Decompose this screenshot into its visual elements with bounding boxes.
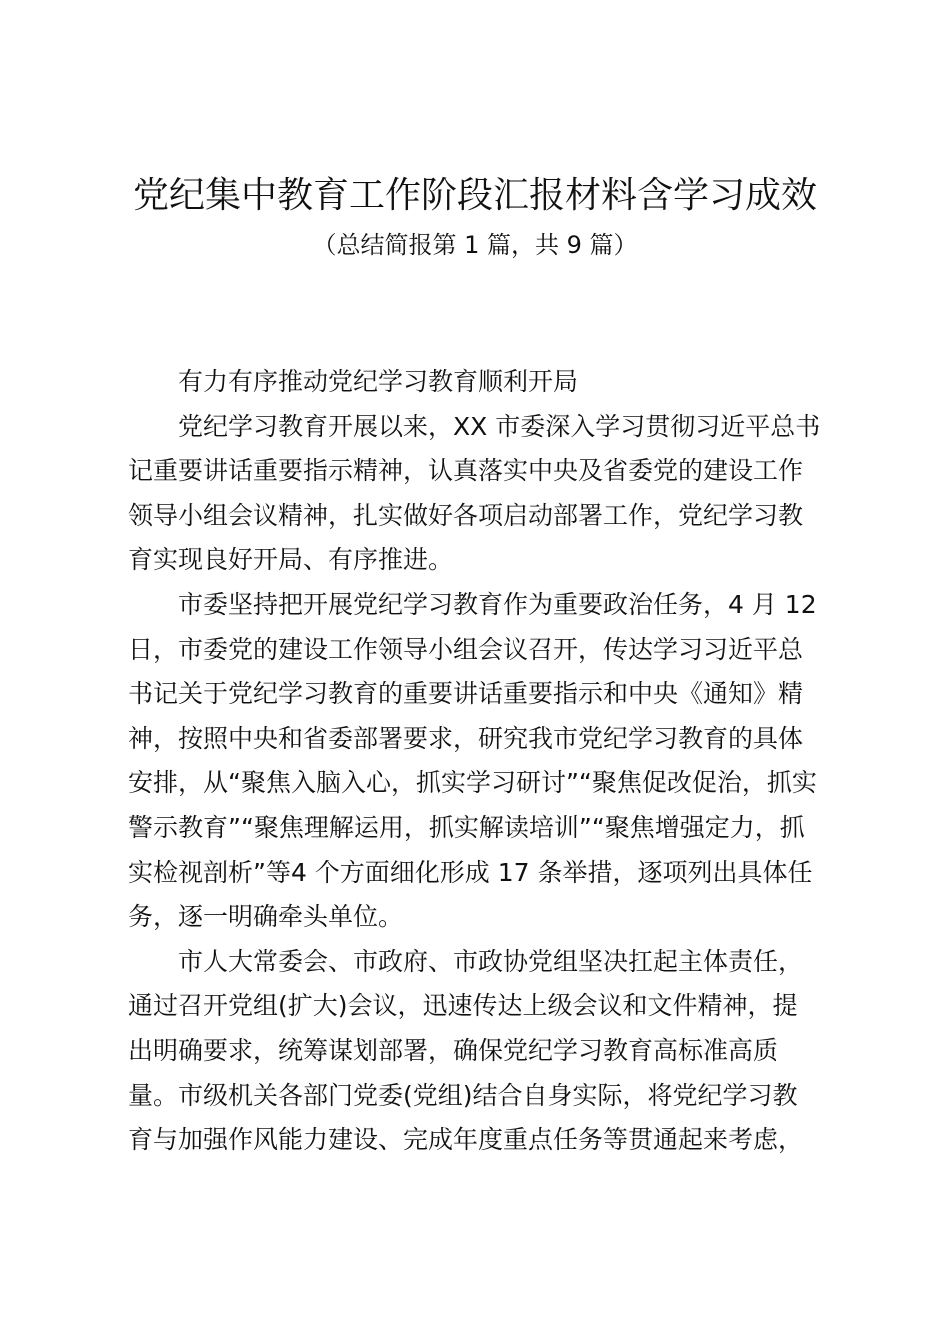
body-line: 记重要讲话重要指示精神，认真落实中央及省委党的建设工作 [128, 456, 804, 486]
body-line: 党纪学习教育开展以来，XX 市委深入学习贯彻习近平总书 [178, 411, 821, 441]
body-line: 有力有序推动党纪学习教育顺利开局 [178, 367, 579, 396]
body-line: 警示教育”“聚焦理解运用，抓实解读培训”“聚焦增强定力，抓 [128, 812, 805, 842]
body-line: 量。市级机关各部门党委(党组)结合自身实际，将党纪学习教 [128, 1080, 798, 1110]
body-line: 领导小组会议精神，扎实做好各项启动部署工作，党纪学习教 [128, 500, 804, 530]
body-line: 实检视剖析”等4 个方面细化形成 17 条举措，逐项列出具体任 [128, 857, 813, 887]
document-subtitle: （总结简报第 1 篇，共 9 篇） [312, 231, 638, 259]
document-body [128, 360, 832, 1163]
body-line: 市委坚持把开展党纪学习教育作为重要政治任务，4 月 12 [178, 589, 817, 619]
body-line: 出明确要求，统筹谋划部署，确保党纪学习教育高标准高质 [128, 1035, 779, 1065]
body-line: 育与加强作风能力建设、完成年度重点任务等贯通起来考虑， [128, 1125, 804, 1155]
body-line: 神，按照中央和省委部署要求，研究我市党纪学习教育的具体 [128, 723, 804, 753]
body-line: 务，逐一明确牵头单位。 [128, 902, 404, 932]
body-line: 市人大常委会、市政府、市政协党组坚决扛起主体责任， [178, 946, 804, 976]
body-line: 书记关于党纪学习教育的重要讲话重要指示和中央《通知》精 [128, 679, 804, 709]
document-title: 党纪集中教育工作阶段汇报材料含学习成效 [132, 175, 817, 216]
body-line: 育实现良好开局、有序推进。 [128, 545, 454, 575]
body-line: 安排，从“聚焦入脑入心，抓实学习研讨”“聚焦促改促治，抓实 [128, 768, 817, 798]
body-line: 日，市委党的建设工作领导小组会议召开，传达学习习近平总 [128, 634, 804, 664]
body-line: 通过召开党组(扩大)会议，迅速传达上级会议和文件精神，提 [128, 991, 798, 1021]
